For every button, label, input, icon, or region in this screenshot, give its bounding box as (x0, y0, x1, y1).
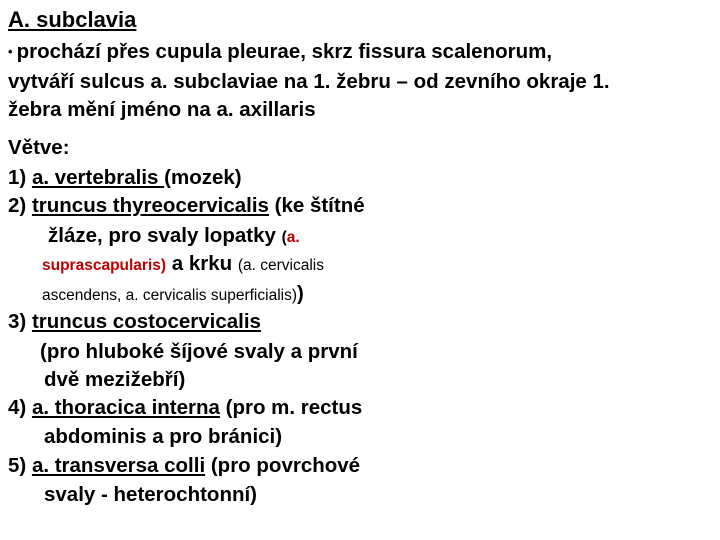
branch-4-cont-1: abdominis a pro bránici) (44, 425, 283, 448)
branch-1-desc: (mozek) (164, 166, 242, 189)
page-title: A. subclavia (8, 7, 137, 32)
branch-5 (8, 454, 360, 478)
branch-2-cont1-red: a. (286, 229, 300, 246)
branch-3-name: truncus costocervicalis (31, 310, 261, 333)
branch-4-name: a. thoracica interna (31, 396, 220, 419)
branch-2-cont3-close: ) (297, 282, 304, 305)
branch-2-cont-3 (42, 282, 304, 308)
branch-2-cont-2 (42, 252, 324, 278)
branch-3 (8, 310, 261, 334)
branch-2-cont-1 (48, 224, 300, 250)
branch-3-cont-2: dvě mezižebří) (44, 368, 186, 391)
branch-5-desc: (pro povrchové (205, 454, 361, 477)
branch-2-cont2-red: suprascapularis) (42, 257, 167, 274)
branch-2-cont1-text: žláze, pro svaly lopatky (48, 224, 282, 247)
branch-2-cont1-paren: ( (281, 229, 287, 246)
branch-2-cont3-small: ascendens, a. cervicalis superficialis) (42, 287, 297, 304)
branch-2-cont2-mid: a krku (166, 252, 238, 275)
branch-3-cont-1: (pro hluboké šíjové svaly a první (40, 340, 358, 363)
branch-4-desc: (pro m. rectus (219, 396, 363, 419)
branch-3-number: 3) (8, 310, 27, 333)
branch-2-desc: (ke štítné (268, 194, 365, 217)
branch-2 (8, 194, 365, 218)
intro-line-1 (8, 40, 552, 64)
branches-heading: Větve: (8, 136, 70, 159)
branch-1-number: 1) (8, 166, 27, 189)
branch-5-name: a. transversa colli (31, 454, 206, 477)
branch-5-cont-1: svaly - heterochtonní) (44, 483, 258, 506)
branch-2-name: truncus thyreocervicalis (31, 194, 269, 217)
intro-line-3: žebra mění jméno na a. axillaris (8, 98, 316, 121)
branch-4 (8, 396, 362, 420)
branch-1-name: a. vertebralis (31, 166, 165, 189)
branch-1 (8, 166, 242, 190)
branch-4-number: 4) (8, 396, 27, 419)
branch-2-cont2-small: (a. cervicalis (237, 257, 324, 274)
bullet-icon: • (8, 44, 13, 59)
intro-line-2: vytváří sulcus a. subclaviae na 1. žebru – od zevního okraje 1. (8, 70, 610, 93)
branch-5-number: 5) (8, 454, 27, 477)
intro-text-1: prochází přes cupula pleurae, skrz fissura scalenorum, (16, 40, 553, 63)
branch-2-number: 2) (8, 194, 27, 217)
